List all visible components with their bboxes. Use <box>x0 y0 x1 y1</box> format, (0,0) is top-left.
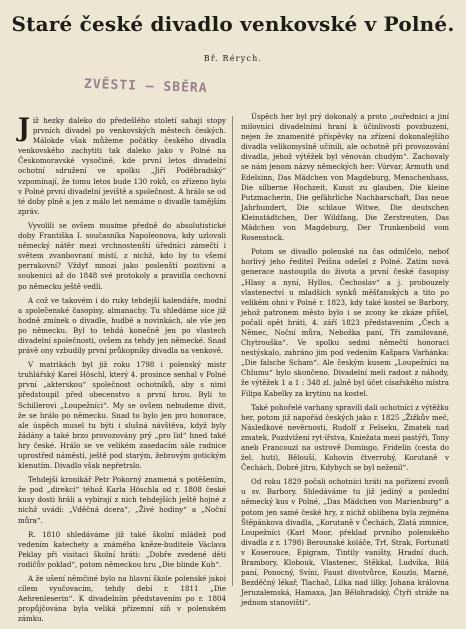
paragraph: Úspěch her byl prý dokonalý a proto „ouřednici a jiní milovníci divadelními hraní k účinlivosti povzbuzeni, nejen že znamenité příspěvky na zřízení dokonalejšího divadla velikomyslně učinili, ale ochotně při provozování divadla, jehož výtěžek byl věnován chudým“. Zachovaly se nám jenom názvy německých her: Vúrvar, Armuth und Edelsinn, Das Mädchen von Magdeburg, Menschenhass, Die silberne Hochzeit, Kunst zu glauben, Die kleine Putzmacherin, Die gefährliche Nachbarschaft, Das neue Jahrhundert, Die schlaue Witwe, Die deutschen Kleinstädtchen, Der Wildfang, Die Zerstreuten, Das Mädchen von Magdeburg, Der Trunkenbold vom Rosenstock. <box>241 112 449 243</box>
left-column <box>18 113 226 629</box>
column-divider <box>232 116 233 586</box>
article-author: Bř. Rérych. <box>203 54 263 63</box>
right-column <box>241 112 449 613</box>
article-title: Staré české divadlo venkovské v Polné. <box>11 12 455 36</box>
paragraph <box>18 113 226 217</box>
paragraph: V matrikách byl již roku 1798 i polenský mistr truhlářský Karel Höschl, který 4. prosince senhal v Polné první „akterskou“ společnost ochotníků, aby s nimi předstoupil před obecenstvo s první hrou. Byli to Schillerovi „Loupežníci“. My se ovšem nebudeme divit, že se hrálo po německu. Snad to bylo jen pro honorace, ale úspěch musel tu býti i slušná návštěva, když byly žádány a také brzo provozovány prý „pro lid“ hned také hry české. Hrálo se ve velikém zasedacím sále radnice uprostřed náměstí, ještě pod starým, žebrovým gotickým klenutím. Divadlo však nepřetrslo. <box>18 360 226 471</box>
paragraph: A což ve takovém i do ruky tehdejší kalendáře, modní a společenské časopisy, almanachy. Tu shledáme sice již hodně zmínek o divadle, hudbě a novinkách, ale vše jen po německu. Byl to tehdá konečně jen po vlastech divadelní společnosti, ovšem za tehdy jen německé. Snad právě ony vzbudily první průkopníky divadla na venkově. <box>18 295 226 356</box>
drop-cap: J <box>18 113 30 142</box>
paragraph: Tehdejší kronikář Petr Pokorný znamená s potěšením, že pod „direkcí“ téhož Karla Höschla od r. 1808 české kusy dosti hráli a vybírají z nich tehdejších ještě hojné z nichž uvádí: „Vděčná dcera“, „Živé hodiny“ a „Noční můra“. <box>18 475 226 525</box>
paragraph: R. 1810 shledáváme již také školní mládež pod vedením katechety a známého kněze-buditele Václava Peklay při visitaci školní hráti: „Dobře zvedené děti rodičův poklad“, potom německou hru „Die blinde Kuh“. <box>18 529 226 569</box>
paragraph: Vyvolili se ovšem musíme předně do absolutistické doby Františka I. současníka Napoleonova, kdy uzlovali německý nátěr mezi vrchnostenští úředníci zámečtí i světem zvanbovraní místí, z nichž, kdo by to všemí perrakovní? Vždyť mnozí jako poslenští pozitivní a soukenici až do 1848 své protokoly a pravidla cechovní po německu ještě vedli. <box>18 220 226 291</box>
archive-stamp: ZVĚSTI – SBĚRA <box>83 76 208 97</box>
paragraph-text: iž hezky daleko do předešlého století sahají stopy prvních divadel po venkovských městech českých. Málokde však můžeme počátky českého divadla venkovského zachytiti tak daleko jako v Polné na Českomoravské vysočině, kde první letos divadelní ochotní sdružení ve spolku „Jiří Poděbradský“ vzpomínají, že tomu letos bude 130 roků, co zřízeno bylo v Polné první divadelní jeviště a společnost. A hrálo se od té doby plně a jen z málo let nemáme o divadle tamějším zpráv. <box>18 116 226 216</box>
paragraph: Také pohořelé varhany spravili dali ochotníci z výtěžku her, potom již napořád českých jako r. 1825 „Žižkův meč, Následkové nevěrnosti, Rudolf z Felseku, Zmatek nad zmatek, Pozdvižení ryt-ířstva, Kniežata mezi pastýři, Tony aneb Francouzi na ostrově Domingo, Fridelín (cesta do žel. huti), Bělouší, Kohovín čtverrohý, Korutaně v Čechách, Dobré jitro, Kdybych se byl neženil“. <box>241 402 449 473</box>
paragraph: A že ušení němčiné bylo na hlavní škole polenské jakoi cílem vyučovacím, tehdy debí r. 1811 „Die Aehrenleserin“. K divadelním představením po r. 1804 propůjčována byla veliká přízemní síň v polenském zámku. <box>18 574 226 624</box>
paragraph: Od roku 1829 počali ochotníci hráti na pořízení zvonů u sv. Barbory. Shledáváme tu již jediný a poslední německý kus v Polné, „Das Mädchen von Marienburg“ a potom jen samé české hry, z nichž oblíbena byla zejména Štěpánkova divadla, „Korutaně v Čechách, Zlatá zimnice, Loupežníci (Karl Moor, překlad prvního polenského divadla z r. 1798) Berounské koláče, Trť, Strak, Fortunatl v Koserouce, Epigram, Tintily vaništy, Hradní duch, Brambory, Klobouk, Vlastenec, Stěkkal, Ludvíka, Bilá paní, Ponocný, Svíni, Faust divotvůrce, Kouzlo, Marné, Bezděčný lékař, Tlachač, Lilka nad lilky, Johana královna Jeruzalemská, Hamaxa, Jan Bělohradský, Čtyři stráže na jednom stanovišti“. <box>241 477 449 608</box>
paragraph: Potom se divadlo polenské na čas odmlčelo, neboť horlivý jeho ředitel Peišna odešel z Polné. Zatím nová generace nastoupila do života a první české časopisy „Hlasy a nyní, Hyllos, Čechoslav“ a j. probouzely vlastenectví u mladších synků měšťanských a tito po velikém ohni v Polné r. 1823, kdy také kostel se Barbory, jehož patronem město bylo i se zcony ke zkáze přišel, počali opět hráti, 4. září 1823 představením „Čech a Němec, Noční můra, Nebožka paní, Tři zamilované, Chytrouška“. Ve spolku sedmi němečtí honoraci nestýskalo, zahráno jim pod vedením Kašpara Varhánka: „Die falsche Scham“. Ale českým kusem „Loupežníci na Chlumu“ bylo skončeno. Divadelní meli radost z náhody, že výtěžek 1 a 1 : 348 zl. jalně byl účet císařského místra Filipa Kabelky za krytinu na kostel. <box>241 247 449 398</box>
